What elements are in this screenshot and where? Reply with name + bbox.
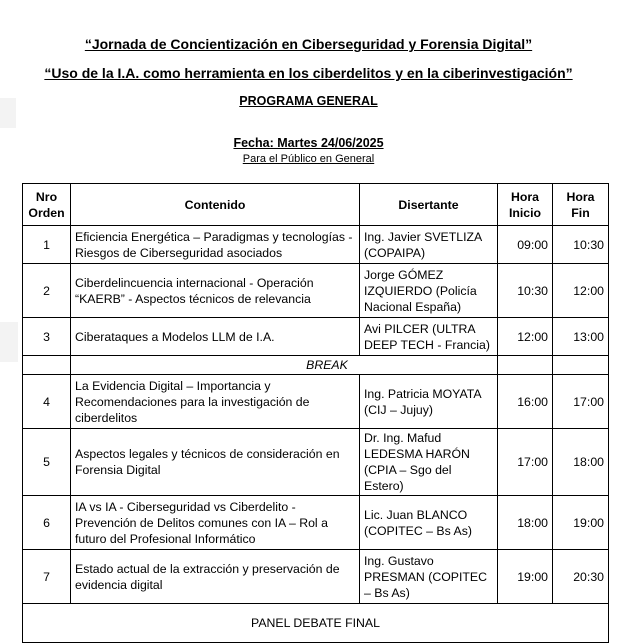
row-inicio: 10:30 [498,264,553,318]
header-hora-fin: Hora Fin [553,184,609,226]
header-disertante: Disertante [360,184,498,226]
document-title: “Jornada de Concientización en Ciberseguridad y Forensia Digital” [84,36,533,52]
table-row [23,264,609,318]
table-row [23,496,609,550]
row-fin: 13:00 [553,318,609,356]
break-row [23,356,609,375]
row-contenido: La Evidencia Digital – Importancia y Recomendaciones para la investigación de ciberdelitos [71,375,360,429]
row-contenido: Ciberdelincuencia internacional - Operación “KAERB” - Aspectos técnicos de relevancia [71,264,360,318]
header-contenido: Contenido [71,184,360,226]
row-contenido: Aspectos legales y técnicos de consideración en Forensia Digital [71,429,360,496]
panel-row [23,604,609,643]
row-nro: 5 [23,429,71,496]
row-nro: 3 [23,318,71,356]
header-nro: Nro Orden [23,184,71,226]
table-row [23,429,609,496]
table-row [23,550,609,604]
table-row [23,226,609,264]
header-hora-inicio: Hora Inicio [498,184,553,226]
document-subtitle: “Uso de la I.A. como herramienta en los ciberdelitos y en la ciberinvestigación” [44,65,573,81]
row-contenido: IA vs IA - Ciberseguridad vs Ciberdelito - Prevención de Delitos comunes con IA – Rol a futuro del Profesional Informático [71,496,360,550]
row-disertante: Ing. Gustavo PRESMAN (COPITEC – Bs As) [360,550,498,604]
row-contenido: Eficiencia Energética – Paradigmas y tecnologías - Riesgos de Ciberseguridad asociados [71,226,360,264]
row-inicio: 18:00 [498,496,553,550]
row-inicio: 17:00 [498,429,553,496]
row-disertante: Avi PILCER (ULTRA DEEP TECH - Francia) [360,318,498,356]
break-label: BREAK [71,356,498,375]
table-row [23,318,609,356]
row-disertante: Lic. Juan BLANCO (COPITEC – Bs As) [360,496,498,550]
row-nro: 6 [23,496,71,550]
row-disertante: Jorge GÓMEZ IZQUIERDO (Policía Nacional España) [360,264,498,318]
panel-label: PANEL DEBATE FINAL [23,604,609,643]
row-inicio: 19:00 [498,550,553,604]
row-inicio: 09:00 [498,226,553,264]
table-row [23,375,609,429]
row-inicio: 12:00 [498,318,553,356]
event-date: Fecha: Martes 24/06/2025 [233,136,384,150]
row-disertante: Ing. Patricia MOYATA (CIJ – Jujuy) [360,375,498,429]
row-fin: 17:00 [553,375,609,429]
table-header-row [23,184,609,226]
audience-label: Para el Público en General [242,153,375,165]
row-fin: 19:00 [553,496,609,550]
row-nro: 2 [23,264,71,318]
row-fin: 18:00 [553,429,609,496]
row-disertante: Dr. Ing. Mafud LEDESMA HARÓN (CPIA – Sgo del Estero) [360,429,498,496]
background-artifact [0,322,18,362]
row-contenido: Estado actual de la extracción y preservación de evidencia digital [71,550,360,604]
row-nro: 4 [23,375,71,429]
program-table [22,183,609,643]
row-fin: 12:00 [553,264,609,318]
row-inicio: 16:00 [498,375,553,429]
row-fin: 20:30 [553,550,609,604]
program-heading: PROGRAMA GENERAL [239,94,378,108]
row-nro: 1 [23,226,71,264]
row-nro: 7 [23,550,71,604]
row-contenido: Ciberataques a Modelos LLM de I.A. [71,318,360,356]
row-disertante: Ing. Javier SVETLIZA (COPAIPA) [360,226,498,264]
row-fin: 10:30 [553,226,609,264]
